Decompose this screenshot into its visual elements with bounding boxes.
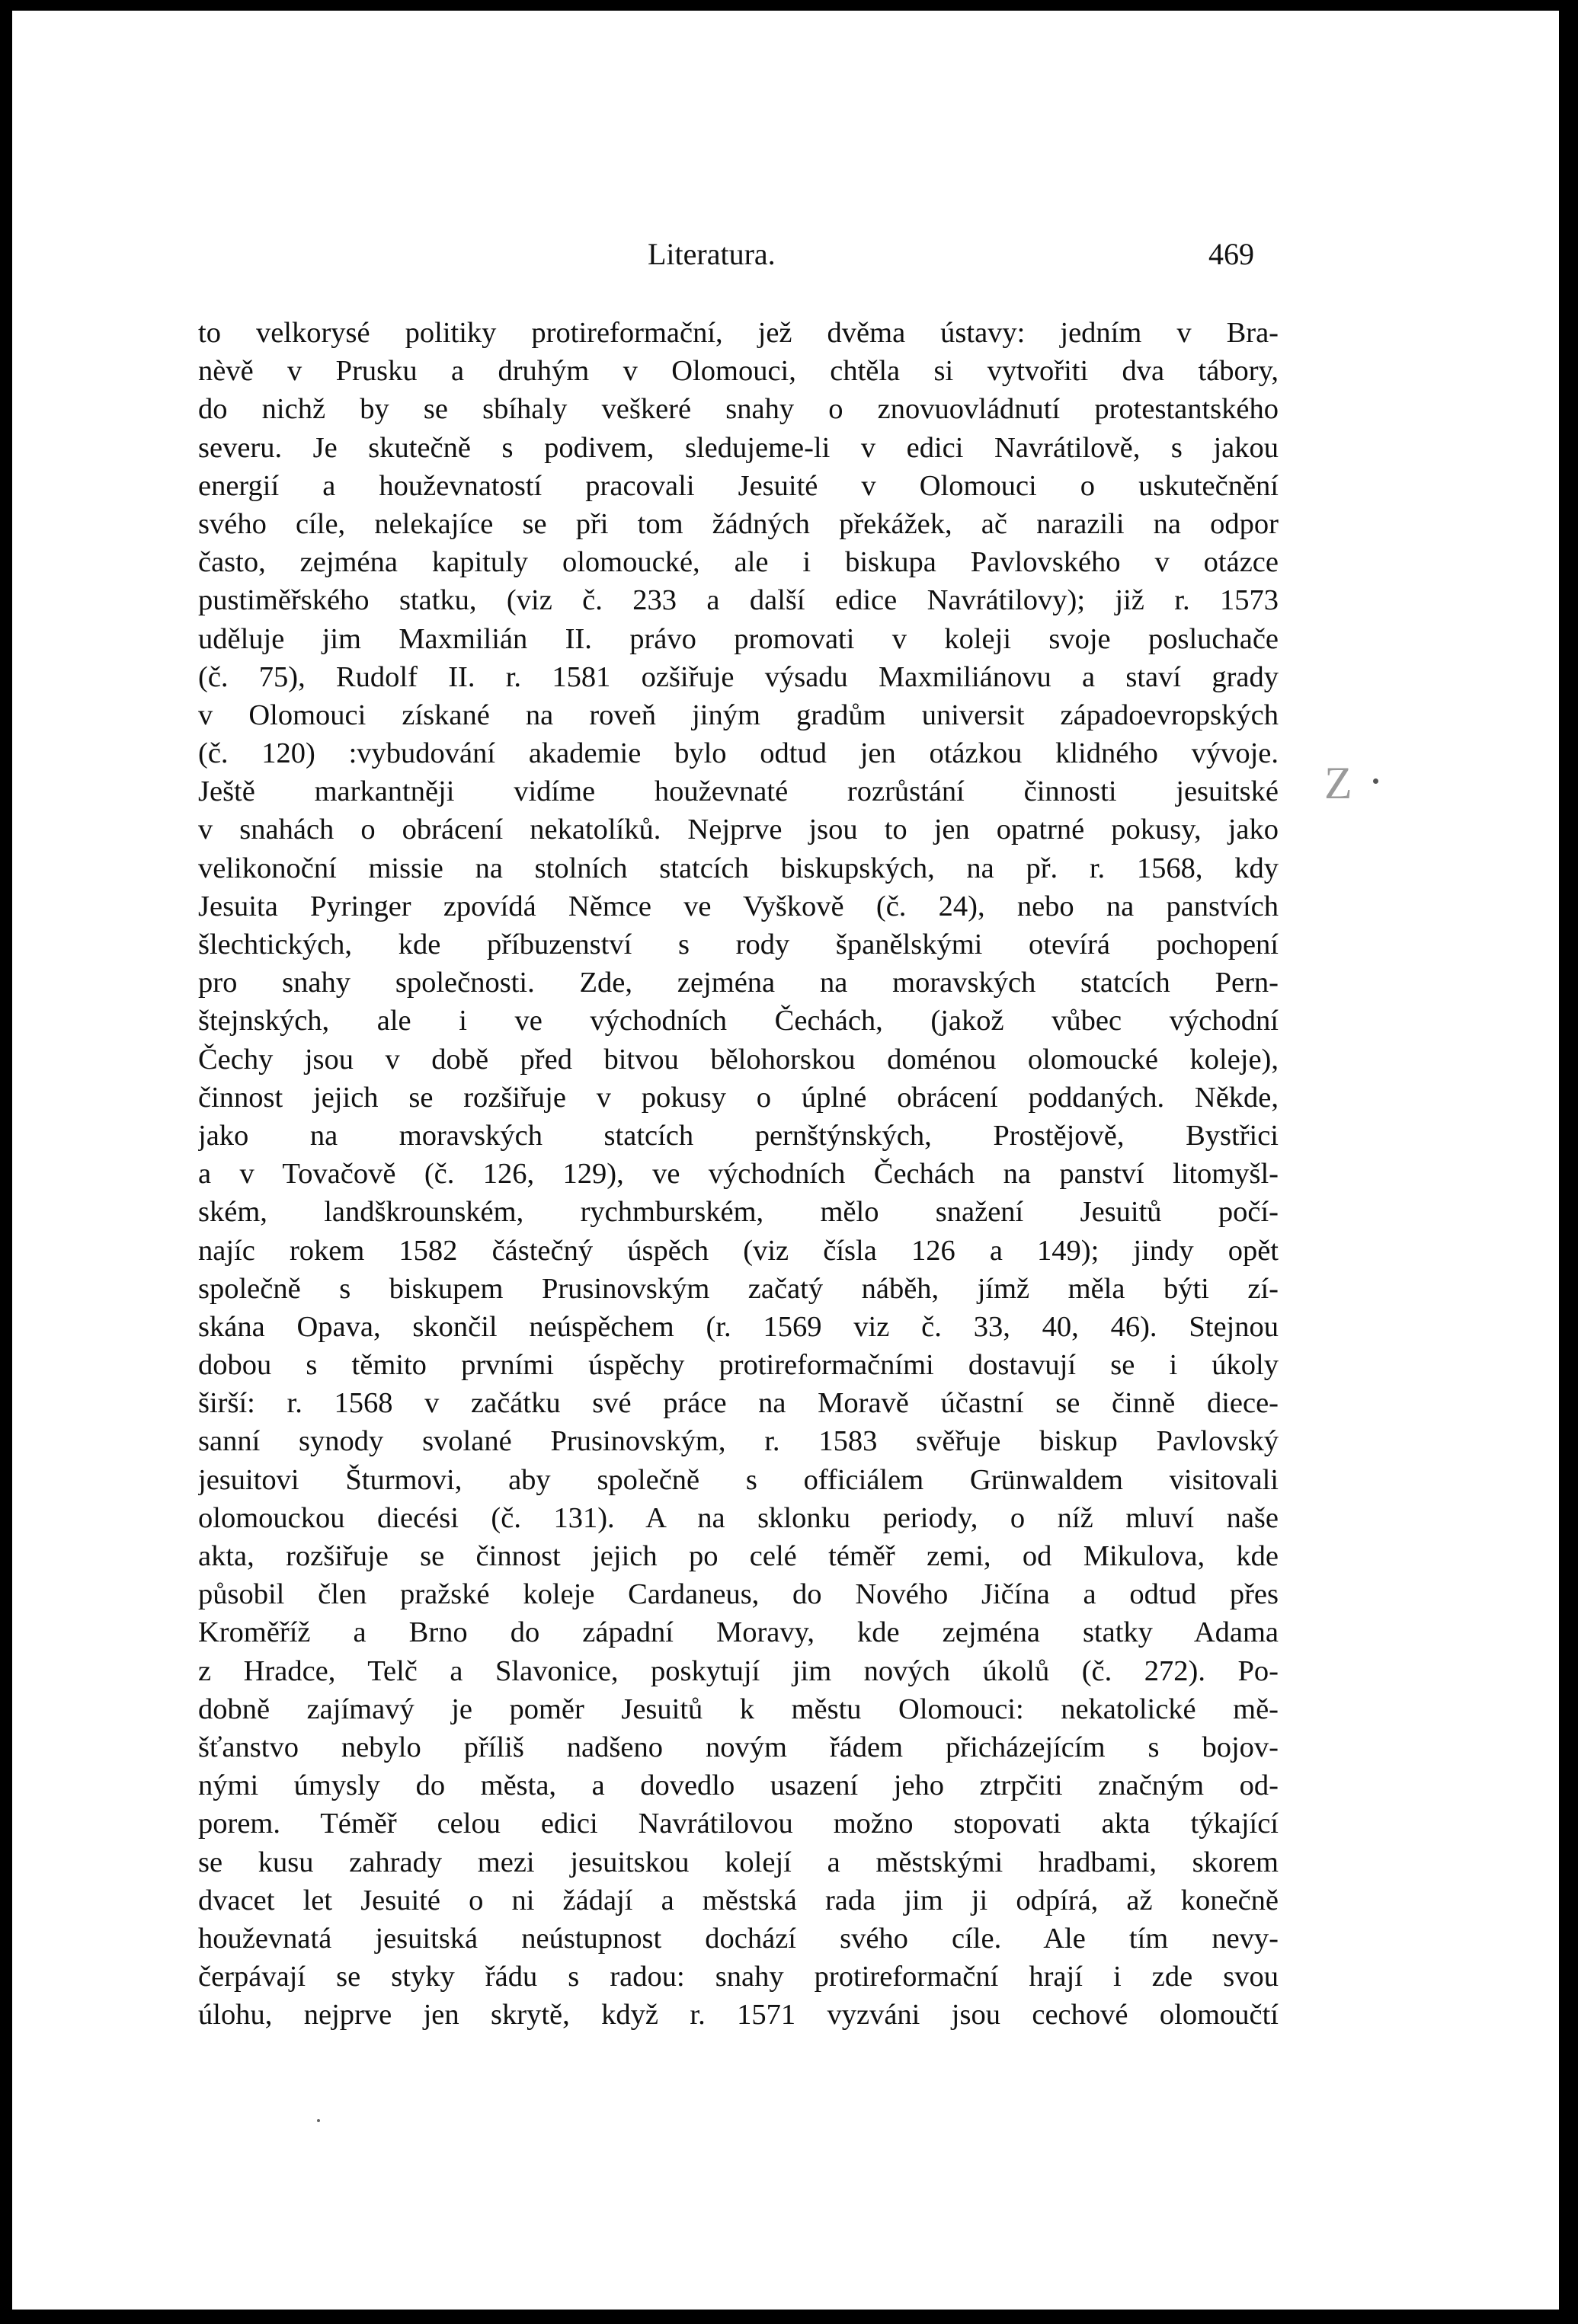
text-line: v Olomouci získané na roveň jiným gradům universit západoevropských (198, 698, 1279, 731)
text-line: čerpávají se styky řádu s radou: snahy protireformační hrají i zde svou (198, 1961, 1279, 1993)
text-line: velikonoční missie na stolních statcích biskupských, na př. r. 1568, kdy (198, 852, 1279, 884)
text-line: často, zejména kapituly olomoucké, ale i biskupa Pavlovského v otázce (198, 546, 1279, 579)
text-line: Ještě markantněji vidíme houževnaté rozrůstání činnosti jesuitské (198, 775, 1279, 808)
scan-speck (317, 2119, 320, 2122)
body-text (198, 314, 1279, 2034)
text-line: společně s biskupem Prusinovským začatý náběh, jímž měla býti zí- (198, 1272, 1279, 1305)
text-line: šťanstvo nebylo příliš nadšeno novým řádem přicházejícím s bojov- (198, 1731, 1279, 1763)
text-line: působil člen pražské koleje Cardaneus, do Nového Jičína a odtud přes (198, 1578, 1279, 1611)
text-line: úlohu, nejprve jen skrytě, když r. 1571 vyzváni jsou cechové olomoučtí (198, 1999, 1279, 2032)
text-line: houževnatá jesuitská neústupnost dochází svého cíle. Ale tím nevy- (198, 1922, 1279, 1955)
text-line: nèvě v Prusku a druhým v Olomouci, chtěla si vytvořiti dva tábory, (198, 355, 1279, 388)
text-line: olomouckou diecési (č. 131). A na sklonku periody, o níž mluví naše (198, 1501, 1279, 1534)
text-line: akta, rozšiřuje se činnost jejich po celé téměř zemi, od Mikulova, kde (198, 1540, 1279, 1572)
text-line: Čechy jsou v době před bitvou bělohorskou doménou olomoucké koleje), (198, 1043, 1279, 1076)
margin-dot (1373, 778, 1378, 784)
text-line: se kusu zahrady mezi jesuitskou kolejí a městskými hradbami, skorem (198, 1846, 1279, 1878)
text-line: nými úmysly do města, a dovedlo usazení jeho ztrpčiti značným od- (198, 1769, 1279, 1802)
text-line: Jesuita Pyringer zpovídá Němce ve Vyškově (č. 24), nebo na panstvích (198, 890, 1279, 922)
text-line: v snahách o obrácení nekatolíků. Nejprve jsou to jen opatrné pokusy, jako (198, 814, 1279, 846)
text-line: (č. 120) :vybudování akademie bylo odtud jen otázkou klidného vývoje. (198, 737, 1279, 770)
text-line: dobně zajímavý je poměr Jesuitů k městu Olomouci: nekatolické mě- (198, 1693, 1279, 1725)
text-line: severu. Je skutečně s podivem, sledujeme-li v edici Navrátilově, s jakou (198, 431, 1279, 464)
text-line: sanní synody svolané Prusinovským, r. 1583 svěřuje biskup Pavlovský (198, 1425, 1279, 1458)
text-line: činnost jejich se rozšiřuje v pokusy o úplné obrácení poddaných. Někde, (198, 1081, 1279, 1114)
text-line: (č. 75), Rudolf II. r. 1581 ozšiřuje výsadu Maxmiliánovu a staví grady (198, 660, 1279, 693)
running-header (12, 236, 1559, 282)
text-line: do nichž by se sbíhaly veškeré snahy o znovuovládnutí protestantského (198, 393, 1279, 426)
text-line: dobou s těmito prvními úspěchy protireformačními dostavují se i úkoly (198, 1349, 1279, 1382)
text-line: jako na moravských statcích pernštýnských, Prostějově, Bystřici (198, 1119, 1279, 1152)
text-line: pustiměřského statku, (viz č. 233 a další edice Navrátilovy); již r. 1573 (198, 584, 1279, 617)
text-line: energií a houževnatostí pracovali Jesuité v Olomouci o uskutečnění (198, 469, 1279, 502)
text-line: pro snahy společnosti. Zde, zejména na moravských statcích Pern- (198, 967, 1279, 999)
text-line: jesuitovi Šturmovi, aby společně s officiálem Grünwaldem visitovali (198, 1463, 1279, 1496)
margin-annotation: Z (1324, 758, 1352, 808)
text-line: z Hradce, Telč a Slavonice, poskytují jim nových úkolů (č. 272). Po- (198, 1654, 1279, 1687)
text-line: porem. Téměř celou edici Navrátilovou možno stopovati akta týkající (198, 1808, 1279, 1840)
text-line: Kroměříž a Brno do západní Moravy, kde zejména statky Adama (198, 1616, 1279, 1649)
text-line: ském, landškrounském, rychmburském, mělo snažení Jesuitů počí- (198, 1196, 1279, 1229)
scanned-page (12, 11, 1559, 2310)
text-line: šlechtických, kde příbuzenství s rody španělskými otevírá pochopení (198, 929, 1279, 961)
text-line: najíc rokem 1582 částečný úspěch (viz čísla 126 a 149); jindy opět (198, 1234, 1279, 1267)
text-line: štejnských, ale i ve východních Čechách, (jakož vůbec východní (198, 1005, 1279, 1037)
text-line: širší: r. 1568 v začátku své práce na Moravě účastní se činně diece- (198, 1387, 1279, 1420)
text-line: dvacet let Jesuité o ni žádají a městská rada jim ji odpírá, až konečně (198, 1884, 1279, 1916)
text-line: a v Tovačově (č. 126, 129), ve východních Čechách na panství litomyšl- (198, 1158, 1279, 1191)
text-line: uděluje jim Maxmilián II. právo promovati v koleji svoje posluchače (198, 622, 1279, 655)
text-line: to velkorysé politiky protireformační, jež dvěma ústavy: jedním v Bra- (198, 317, 1279, 349)
header-title: Literatura. (648, 237, 776, 271)
text-line: svého cíle, nelekajíce se při tom žádných překážek, ač narazili na odpor (198, 507, 1279, 540)
text-line: skána Opava, skončil neúspěchem (r. 1569 viz č. 33, 40, 46). Stejnou (198, 1310, 1279, 1343)
page-number: 469 (1208, 237, 1254, 271)
